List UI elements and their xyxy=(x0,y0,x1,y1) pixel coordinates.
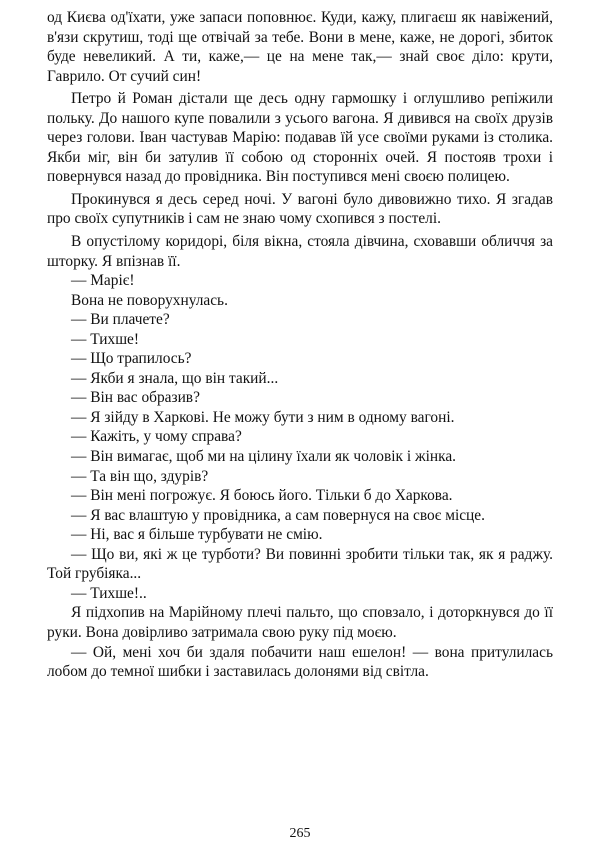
dialogue-line: — Ви плачете? xyxy=(71,311,170,329)
dialogue-line: — Маріє! xyxy=(71,272,135,290)
dialogue-line: — Тихше! xyxy=(71,330,139,348)
dialogue-line: — Ні, вас я більше турбувати не смію. xyxy=(71,526,323,544)
paragraph: Петро й Роман дістали ще десь одну гармошку і оглушливо репіжили польку. До нашого купе повалили з усього вагона. Я дивився на своїх друзів через голови. Іван частував Марію: подавав їй усе своїми руками із столика. Якби міг, він би затулив її собою од сторонніх очей. Я постояв трохи і повернувся назад до провідника. Він поступився мені своєю полицею. xyxy=(47,90,553,186)
dialogue-line: — Він мені погрожує. Я боюсь його. Тільки б до Харкова. xyxy=(71,487,453,505)
dialogue-line: — Кажіть, у чому справа? xyxy=(71,428,242,446)
dialogue-line: — Що ви, які ж це турботи? Ви повинні зробити тільки так, як я раджу. Той грубіяка... xyxy=(47,545,553,583)
page-number: 265 xyxy=(289,826,311,841)
page-body xyxy=(47,8,553,682)
paragraph: Вона не поворухнулась. xyxy=(71,291,228,309)
dialogue-line: — Що трапилось? xyxy=(71,350,192,368)
dialogue-line: — Та він що, здурів? xyxy=(71,467,209,485)
dialogue-line: — Він вимагає, щоб ми на цілину їхали як чоловік і жінка. xyxy=(71,448,457,466)
paragraph-continuation: од Києва од'їхати, уже запаси поповнює. Куди, кажу, плигаєш як навіжений, в'язи скрутиш, тоді ще отвічай за тебе. Вони в мене, каже, не дорогі, збиток буде невеликий. А ти, каже,— це на мене так,— знай своє діло: крути, Гаврило. От сучий син! xyxy=(47,9,553,85)
dialogue-line: — Він вас образив? xyxy=(71,389,200,407)
paragraph: В опустілому коридорі, біля вікна, стояла дівчина, сховавши обличчя за шторку. Я впізнав її. xyxy=(47,233,553,270)
dialogue-line: — Якби я знала, що він такий... xyxy=(71,369,279,387)
dialogue-line: — Я вас влаштую у провідника, а сам повернуся на своє місце. xyxy=(71,506,485,524)
dialogue-line: — Тихше!.. xyxy=(71,584,147,602)
dialogue-line: — Ой, мені хоч би здаля побачити наш ешелон! — вона притулилась лобом до темної шибки і заставилась долонями від світла. xyxy=(47,643,553,681)
dialogue-line: — Я зійду в Харкові. Не можу бути з ним в одному вагоні. xyxy=(71,408,455,426)
paragraph: Я підхопив на Марійному плечі пальто, що сповзало, і доторкнувся до її руки. Вона довірливо затримала свою руку під моєю. xyxy=(47,604,553,641)
paragraph: Прокинувся я десь серед ночі. У вагоні було дивовижно тихо. Я згадав про своїх супутників і сам не знаю чому схопився з постелі. xyxy=(47,190,553,228)
